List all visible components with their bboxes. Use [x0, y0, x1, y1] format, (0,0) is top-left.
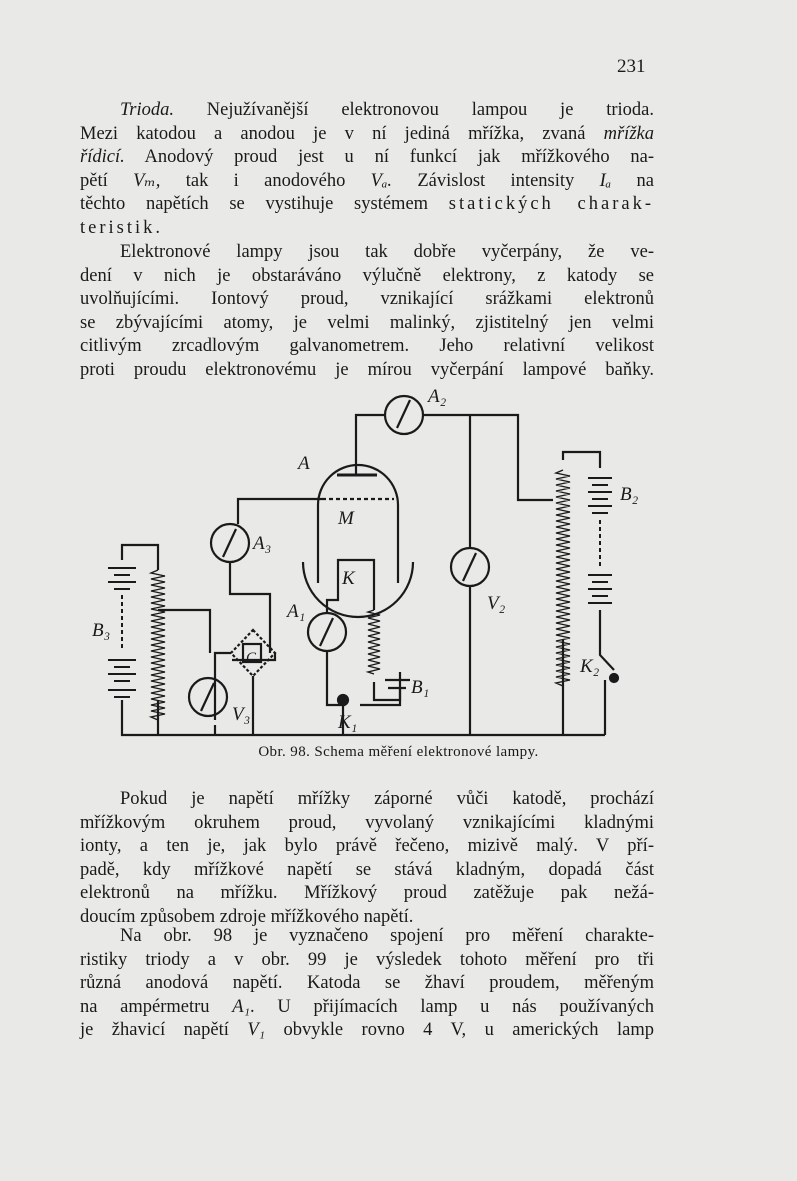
text-line: ionty, a ten je, jak bylo právě řečeno, mizivě malý. V pří- [80, 836, 654, 857]
text-line: různá anodová napětí. Katoda se žhaví proudem, měřeným [80, 973, 654, 994]
wire [122, 545, 158, 570]
text-line [80, 123, 654, 147]
wire [563, 452, 600, 468]
text-line: proti proudu elektronovému je mírou vyčerpání lampové baňky. [80, 359, 654, 380]
text-fragment: pětí [80, 170, 134, 191]
text-line [80, 193, 654, 217]
label-v3: V₃ [232, 704, 251, 725]
text-fragment: obvykle rovno 4 V, u amerických lamp [265, 1020, 654, 1041]
symbol-vm: Vₘ, [133, 170, 161, 191]
text-line: elektronů na mřížku. Mřížkový proud zatěžuje pak nežá- [80, 883, 654, 904]
text-line: dení v nich je obstaráváno výlučně elektrony, z katody se [80, 265, 654, 286]
battery-b2 [588, 478, 612, 603]
wire [238, 499, 322, 524]
label-b2: B₂ [620, 484, 639, 505]
label-a: A [298, 453, 310, 474]
wire [360, 688, 400, 705]
label-b3: B₃ [92, 620, 111, 641]
text-fragment: Nejužívanější elektronovou lampou je trioda. [173, 100, 654, 120]
wire [423, 415, 553, 500]
paragraph-mrizka-zaporne [80, 788, 654, 930]
text-fragment: Mezi katodou a anodou je v ní jediná mřížka, zvaná [80, 123, 604, 144]
meter-needle [320, 618, 333, 646]
wire [230, 562, 270, 653]
wire [374, 672, 400, 700]
text-line: Elektronové lampy jsou tak dobře vyčerpány, že ve- [120, 242, 654, 262]
text-line [80, 170, 654, 194]
symbol-ia: Iₐ [599, 170, 612, 191]
label-a2: A₂ [428, 386, 447, 407]
italic-term-trioda: Trioda. [120, 100, 174, 120]
text-line: padě, kdy mřížkové napětí se stává kladným, dopadá část [80, 859, 654, 880]
meter-needle [223, 529, 236, 557]
meter-needle [397, 400, 410, 428]
label-v2: V₂ [487, 593, 506, 614]
text-line: uvolňujícími. Iontový proud, vznikající srážkami elektronů [80, 289, 654, 310]
paragraph-trioda [80, 99, 654, 241]
text-fragment: Závislost intensity [392, 170, 600, 191]
text-line [80, 217, 654, 241]
meter-needle [463, 553, 476, 581]
text-line: Na obr. 98 je vyznačeno spojení pro měření charakte- [120, 926, 654, 946]
label-a3: A₃ [253, 533, 272, 554]
text-fragment: na [611, 170, 654, 191]
text-line [80, 996, 654, 1020]
paragraph-obr-98 [80, 925, 654, 1043]
text-fragment: tak i anodového [160, 170, 371, 191]
spaced-term: teristik. [80, 217, 164, 238]
battery-b1 [385, 680, 410, 688]
label-k1: K₁ [338, 712, 358, 733]
text-line [80, 146, 654, 170]
meter-needle [201, 683, 214, 711]
label-b1: B₁ [411, 677, 430, 698]
vacuum-tube [303, 562, 413, 617]
switch-k2-contact [610, 674, 618, 682]
text-line: se zbývajícími atomy, je velmi malinký, zjistitelný jen velmi [80, 312, 654, 333]
circuit-schematic [88, 378, 648, 746]
text-line: Pokud je napětí mřížky záporné vůči katodě, prochází [120, 789, 654, 809]
text-line: citlivým zrcadlovým galvanometrem. Jeho relativní velikost [80, 336, 654, 357]
label-k: K [342, 568, 355, 589]
text-fragment: na ampérmetru [80, 996, 233, 1017]
filament-rheostat [368, 610, 380, 674]
text-line [80, 99, 654, 123]
italic-term-ridici: řídicí. [80, 147, 125, 168]
label-c: C [246, 650, 257, 666]
battery-b3 [108, 568, 136, 697]
switch-k2 [600, 610, 614, 670]
rheostat [151, 570, 165, 720]
symbol-a1: A₁ [232, 996, 251, 1017]
figure-caption: Obr. 98. Schema měření elektronové lampy. [258, 744, 539, 760]
switch-k1 [338, 695, 348, 705]
text-fragment: těchto napětích se vystihuje systémem [80, 194, 449, 215]
label-k2: K₂ [580, 656, 600, 677]
page-number: 231 [617, 56, 646, 77]
paragraph-elektronove-lampy [80, 241, 654, 383]
wire [356, 415, 385, 456]
text-line [80, 1019, 654, 1043]
text-line: ristiky triody a v obr. 99 je výsledek tohoto měření pro tři [80, 949, 654, 970]
symbol-v1: V₁ [247, 1020, 266, 1041]
label-m: M [338, 508, 354, 529]
italic-term-mrizka: mřížka [603, 123, 654, 144]
text-fragment: . U přijímacích lamp u nás používaných [250, 996, 654, 1017]
label-a1: A₁ [287, 601, 306, 622]
symbol-va: Vₐ. [370, 170, 393, 191]
vacuum-tube [318, 465, 398, 583]
text-line: doucím způsobem zdroje mřížkového napětí. [80, 906, 414, 927]
spaced-term: statických charak- [448, 194, 654, 215]
text-fragment: je žhavicí napětí [80, 1020, 248, 1041]
wire [158, 610, 210, 653]
text-fragment: Anodový proud jest u ní funkcí jak mřížkového na- [124, 147, 654, 168]
text-line: mřížkovým okruhem proud, vyvolaný vznikajícími kladnými [80, 812, 654, 833]
wire [327, 575, 338, 613]
